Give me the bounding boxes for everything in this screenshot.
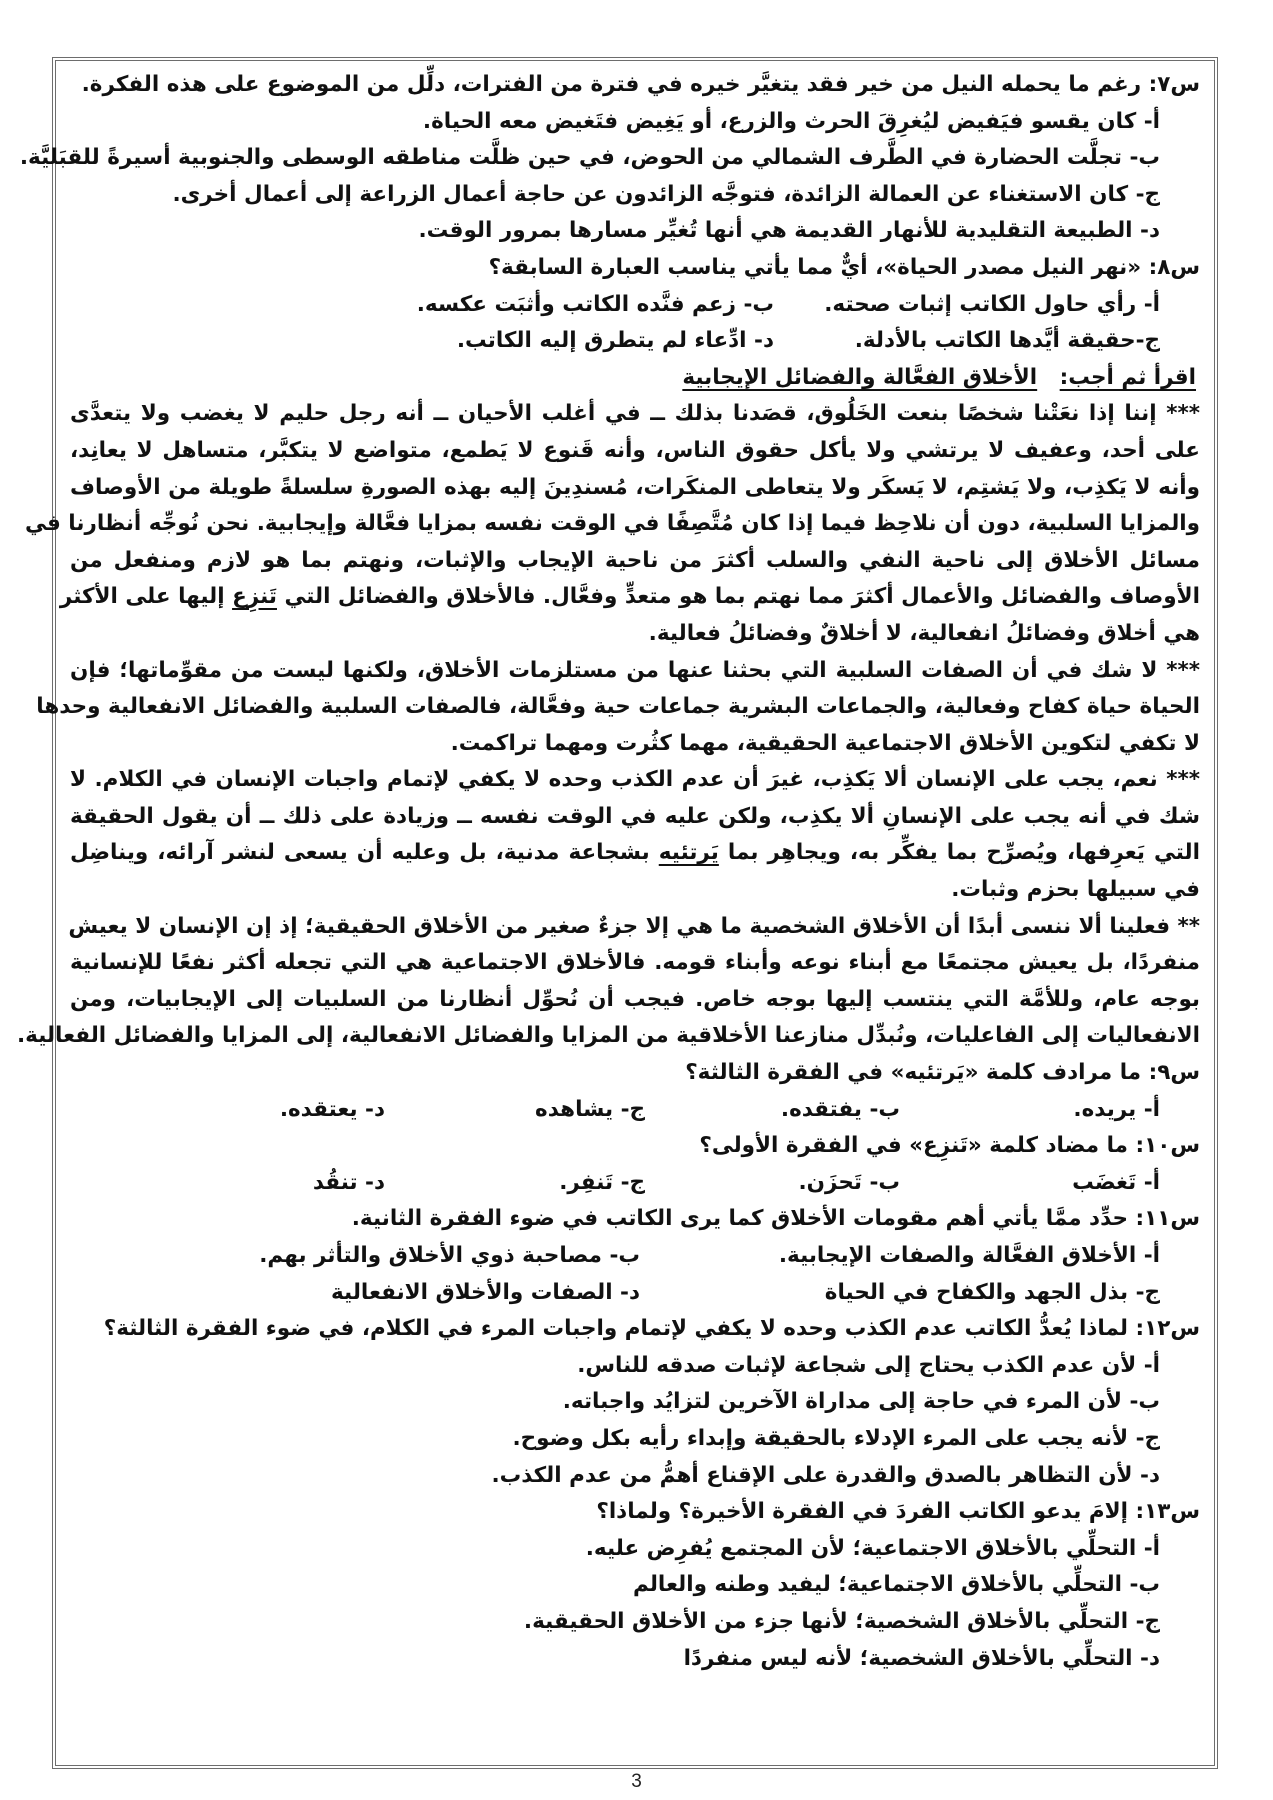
- q13-option-a: أ- التحلِّي بالأخلاق الاجتماعية؛ لأن المجتمع يُفرِض عليه.: [585, 1535, 1160, 1561]
- q10-option-a: أ- تَغضَب: [1072, 1169, 1160, 1195]
- q11-option-b: ب- مصاحبة ذوي الأخلاق والتأثر بهم.: [259, 1243, 640, 1268]
- passage-title: الأخلاق الفعَّالة والفضائل الإيجابية: [682, 364, 1038, 390]
- p2-line: لا تكفي لتكوين الأخلاق الاجتماعية الحقيقية، مهما كثُرت ومهما تراكمت.: [450, 730, 1200, 756]
- page-frame: [16, 57, 1218, 1769]
- q10-option-c: ج- تَنفِر.: [559, 1169, 645, 1195]
- p1-line: والمزايا السلبية، دون أن نلاحِظ فيما إذا كان مُتَّصِفًا في الوقت نفسه بمزايا فعَّالة وإيجابية. نحن نُوجِّه أنظارنا في: [24, 511, 1200, 537]
- p3-line: [70, 835, 1200, 872]
- p1-line: [59, 579, 1200, 616]
- p1-line: على أحد، وعفيف لا يرتشي ولا يأكل حقوق الناس، وأنه قَنوع لا يَطمع، متواضع لا يتكبَّر، متساهل لا يعانِد،: [70, 437, 1200, 463]
- q8-option-c: ج-حقيقة أيَّدها الكاتب بالأدلة.: [854, 328, 1160, 354]
- p4-line: منفردًا، بل يعيش مجتمعًا مع أبناء نوعه وأبناء قومه. فالأخلاق الاجتماعية هي التي تجعله أكثر نفعًا للإنسانية: [70, 950, 1200, 976]
- q8-option-d: د- ادِّعاء لم يتطرق إليه الكاتب.: [456, 328, 774, 354]
- question-13: س١٣: إلامَ يدعو الكاتب الفردَ في الفقرة الأخيرة؟ ولماذا؟: [596, 1499, 1200, 1525]
- p1-text: إليها على الأكثر: [59, 584, 233, 610]
- q13-option-c: ج- التحلِّي بالأخلاق الشخصية؛ لأنها جزء من الأخلاق الحقيقية.: [523, 1608, 1160, 1634]
- q7-option-b: ب- تجلَّت الحضارة في الطَّرف الشمالي من الحوض، في حين ظلَّت مناطقه الوسطى والجنوبية أسيرةً للقبَليَّة.: [19, 145, 1160, 171]
- q12-option-a: أ- لأن عدم الكذب يحتاج إلى شجاعة لإثبات صدقه للناس.: [577, 1352, 1160, 1378]
- q12-option-b: ب- لأن المرء في حاجة إلى مداراة الآخرين لتزايُد واجباته.: [562, 1389, 1160, 1415]
- question-10: س١٠: ما مضاد كلمة «تَنزِع» في الفقرة الأولى؟: [699, 1133, 1200, 1159]
- q12-option-d: د- لأن التظاهر بالصدق والقدرة على الإقناع أهمُّ من عدم الكذب.: [491, 1462, 1160, 1488]
- q9-option-a: أ- يريده.: [1073, 1096, 1160, 1122]
- p1-line: مسائل الأخلاق إلى ناحية النفي والسلب أكثرَ من ناحية الإيجاب والإثبات، ونهتم بما هو لازم ومنفعل من: [70, 547, 1200, 573]
- p3-line: شك في أنه يجب على الإنسانِ ألا يكذِب، ولكن عليه في الوقت نفسه ــ وزيادة على ذلك ــ أن يقول الحقيقة: [70, 803, 1200, 829]
- q13-option-d: د- التحلِّي بالأخلاق الشخصية؛ لأنه ليس منفردًا: [683, 1645, 1160, 1671]
- p4-line: ** فعلينا ألا ننسى أبدًا أن الأخلاق الشخصية ما هي إلا جزءٌ صغير من الأخلاق الحقيقية؛ إذ إن الإنسان لا يعيش: [68, 913, 1200, 939]
- exam-content: [16, 67, 1200, 1677]
- question-12: س١٢: لماذا يُعدُّ الكاتب عدم الكذب وحده لا يكفي لإتمام واجبات المرء في الكلام، في ضوء الفقرة الثالثة؟: [103, 1316, 1200, 1342]
- reading-instruction: اقرأ ثم أجب:: [1059, 364, 1196, 390]
- q7-option-a: أ- كان يقسو فيَفيض ليُغرِقَ الحرث والزرع، أو يَغِيض فتَغيض معه الحياة.: [422, 108, 1160, 134]
- q11-options-row-1: [70, 1238, 1200, 1275]
- p1-line: *** إننا إذا نعَتْنا شخصًا بنعت الخَلُوق، قصَدنا بذلك ــ في أغلب الأحيان ــ أنه رجل حليم لا يغضب ولا يتعدَّى: [70, 401, 1200, 427]
- q8-option-a: أ- رأي حاول الكاتب إثبات صحته.: [824, 291, 1160, 317]
- q10-options: [70, 1165, 1200, 1202]
- p1-line: هي أخلاق وفضائلُ انفعالية، لا أخلاقٌ وفضائلُ فعالية.: [648, 620, 1200, 646]
- q8-options-row-1: [70, 287, 1200, 324]
- p3-line: *** نعم، يجب على الإنسان ألا يَكذِب، غيرَ أن عدم الكذب وحده لا يكفي لإتمام واجبات الإنسان في الكلام. لا: [70, 767, 1200, 793]
- underlined-word-tanzi: تَنزِع: [232, 584, 277, 610]
- underlined-word-yartaeeh: يَرتئيه: [658, 840, 719, 866]
- q10-option-d: د- تنقُد: [312, 1169, 385, 1195]
- question-9: س٩: ما مرادف كلمة «يَرتئيه» في الفقرة الثالثة؟: [685, 1060, 1200, 1086]
- p3-text: التي يَعرِفها، ويُصرِّح بما يفكِّر به، ويجاهِر بما: [718, 840, 1200, 866]
- q11-option-d: د- الصفات والأخلاق الانفعالية: [331, 1279, 640, 1305]
- question-8: س٨: «نهر النيل مصدر الحياة»، أيٌّ مما يأتي يناسب العبارة السابقة؟: [488, 254, 1200, 280]
- p4-line: الانفعاليات إلى الفاعليات، ونُبدِّل منازعنا الأخلاقية من المزايا والفضائل الانفعالية، إلى المزايا والفضائل الفعالية.: [16, 1023, 1200, 1049]
- q7-option-d: د- الطبيعة التقليدية للأنهار القديمة هي أنها تُغيِّر مسارها بمرور الوقت.: [418, 218, 1160, 244]
- p2-line: *** لا شك في أن الصفات السلبية التي بحثنا عنها من مستلزمات الأخلاق، ولكنها ليست من مقوِّماتها؛ فإن: [70, 657, 1200, 683]
- q13-option-b: ب- التحلِّي بالأخلاق الاجتماعية؛ ليفيد وطنه والعالم: [632, 1572, 1160, 1598]
- p3-line: في سبيلها بحزم وثبات.: [951, 877, 1200, 903]
- q11-option-c: ج- بذل الجهد والكفاح في الحياة: [824, 1279, 1160, 1305]
- q8-options-row-2: [70, 323, 1200, 360]
- page-number: 3: [631, 1771, 642, 1792]
- question-11: س١١: حدِّد ممَّا يأتي أهم مقومات الأخلاق كما يرى الكاتب في ضوء الفقرة الثانية.: [351, 1206, 1200, 1232]
- reading-heading: [70, 360, 1200, 397]
- q9-option-b: ب- يفتقده.: [780, 1096, 900, 1122]
- p3-text: بشجاعة مدنية، بل وعليه أن يسعى لنشر آرائه، ويناضِل: [70, 840, 659, 866]
- p4-line: بوجه عام، وللأمَّة التي ينتسب إليها بوجه خاص. فيجب أن نُحوِّل أنظارنا من السلبيات إلى الإيجابيات، ومن: [70, 986, 1200, 1012]
- q11-options-row-2: [70, 1275, 1200, 1312]
- q9-options: [70, 1092, 1200, 1129]
- q8-option-b: ب- زعم فنَّده الكاتب وأثبَت عكسه.: [416, 291, 774, 317]
- q12-option-c: ج- لأنه يجب على المرء الإدلاء بالحقيقة وإبداء رأيه بكل وضوح.: [512, 1425, 1160, 1451]
- q11-option-a: أ- الأخلاق الفعَّالة والصفات الإيجابية.: [778, 1243, 1160, 1268]
- q9-option-c: ج- يشاهده: [535, 1096, 645, 1122]
- q9-option-d: د- يعتقده.: [279, 1096, 385, 1122]
- p1-text: الأوصاف والفضائل والأعمال أكثرَ مما نهتم بما هو متعدٍّ وفعَّال. فالأخلاق والفضائل التي: [276, 584, 1200, 610]
- p1-line: وأنه لا يَكذِب، ولا يَشتِم، لا يَسكَر ولا يتعاطى المنكَرات، مُسندِينَ إليه بهذه الصورةِ سلسلةً طويلة من الأوصاف: [70, 474, 1200, 500]
- p2-line: الحياة حياة كفاح وفعالية، والجماعات البشرية جماعات حية وفعَّالة، فالصفات السلبية والفضائل الانفعالية وحدها: [36, 694, 1200, 720]
- q10-option-b: ب- تَحزَن.: [798, 1169, 900, 1195]
- question-7: س٧: رغم ما يحمله النيل من خير فقد يتغيَّر خيره في فترة من الفترات، دلِّل من الموضوع على هذه الفكرة.: [81, 72, 1200, 97]
- q7-option-c: ج- كان الاستغناء عن العمالة الزائدة، فتوجَّه الزائدون عن حاجة أعمال الزراعة إلى أعمال أخرى.: [172, 181, 1160, 207]
